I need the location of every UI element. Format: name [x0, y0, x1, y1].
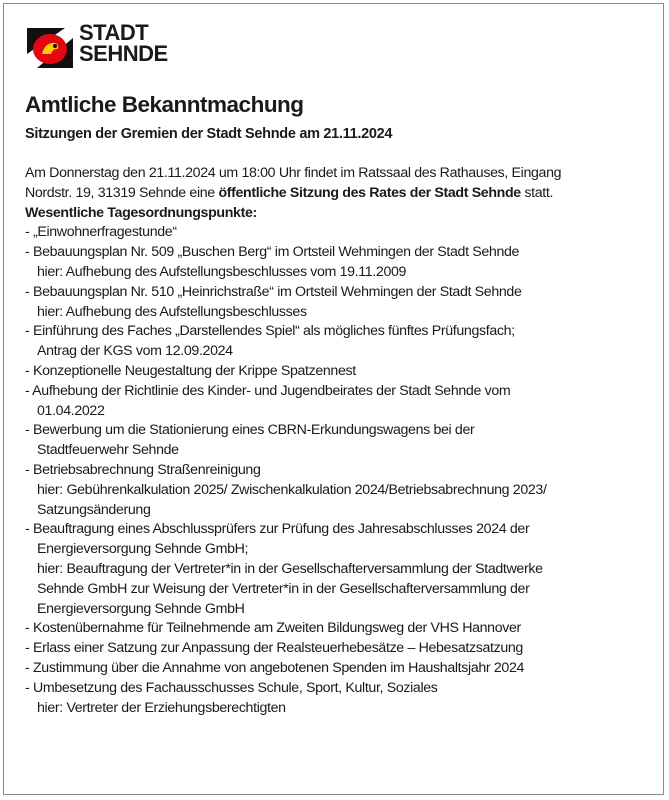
city-logo — [25, 20, 190, 74]
agenda-item-continuation: Antrag der KGS vom 12.09.2024 — [37, 343, 233, 360]
agenda-item-text: - Betriebsabrechnung Straßenreinigung — [25, 461, 261, 478]
intro-text-bold: öffentliche Sitzung des Rates der Stadt Sehnde — [218, 184, 521, 201]
page-title: Amtliche Bekanntmachung — [25, 92, 304, 117]
agenda-item-text: - Bebauungsplan Nr. 509 „Buschen Berg“ im Ortsteil Wehmingen der Stadt Sehnde — [25, 244, 520, 261]
agenda-item — [25, 619, 655, 639]
intro-line-2 — [25, 184, 655, 204]
announcement-body — [25, 164, 655, 718]
agenda-item — [25, 382, 655, 422]
agenda-item — [25, 679, 655, 719]
agenda-item — [25, 362, 655, 382]
agenda-item-text: - Umbesetzung des Fachausschusses Schule, Sport, Kultur, Soziales — [25, 679, 438, 696]
agenda-heading: Wesentliche Tagesordnungspunkte: — [25, 204, 257, 221]
agenda-item-text: - „Einwohnerfragestunde“ — [25, 224, 177, 241]
agenda-item — [25, 322, 655, 362]
agenda-item-continuation: Stadtfeuerwehr Sehnde — [37, 442, 179, 459]
page-subtitle: Sitzungen der Gremien der Stadt Sehnde am 21.11.2024 — [25, 126, 393, 142]
agenda-item-continuation: Satzungsänderung — [37, 501, 151, 518]
agenda-list — [25, 223, 655, 718]
agenda-item-text: - Beauftragung eines Abschlussprüfers zur Prüfung des Jahresabschlusses 2024 der — [25, 521, 530, 538]
agenda-item-text: - Bewerbung um die Stationierung eines CBRN-Erkundungswagens bei der — [25, 422, 475, 439]
agenda-item — [25, 461, 655, 520]
agenda-item-text: - Konzeptionelle Neugestaltung der Krippe Spatzennest — [25, 362, 356, 379]
agenda-item-continuation: 01.04.2022 — [37, 402, 105, 419]
agenda-item-continuation: hier: Beauftragung der Vertreter*in in der Gesellschafterversammlung der Stadtwerke — [37, 560, 543, 577]
agenda-item — [25, 639, 655, 659]
logo-wordmark — [79, 22, 168, 64]
agenda-item-continuation: hier: Vertreter der Erziehungsberechtigten — [37, 699, 286, 716]
agenda-item — [25, 659, 655, 679]
agenda-item-text: - Bebauungsplan Nr. 510 „Heinrichstraße“ im Ortsteil Wehmingen der Stadt Sehnde — [25, 283, 522, 300]
agenda-item-text: - Einführung des Faches „Darstellendes Spiel“ als mögliches fünftes Prüfungsfach; — [25, 323, 515, 340]
agenda-item — [25, 223, 655, 243]
agenda-item-text: - Kostenübernahme für Teilnehmende am Zweiten Bildungsweg der VHS Hannover — [25, 620, 521, 637]
logo-line-2: SEHNDE — [79, 41, 168, 66]
announcement-frame — [3, 3, 664, 795]
intro-line-1: Am Donnerstag den 21.11.2024 um 18:00 Uhr findet im Ratssaal des Rathauses, Eingang — [25, 165, 562, 181]
agenda-item-continuation: Energieversorgung Sehnde GmbH; — [37, 541, 249, 558]
agenda-item-continuation: Energieversorgung Sehnde GmbH — [37, 600, 245, 617]
intro-text-post: statt. — [520, 184, 554, 201]
agenda-item — [25, 243, 655, 283]
agenda-item-continuation: hier: Gebührenkalkulation 2025/ Zwischenkalkulation 2024/Betriebsabrechnung 2023/ — [37, 481, 547, 498]
agenda-item-text: - Zustimmung über die Annahme von angebotenen Spenden im Haushaltsjahr 2024 — [25, 659, 525, 676]
agenda-item — [25, 421, 655, 461]
agenda-item — [25, 520, 655, 619]
agenda-item-continuation: hier: Aufhebung des Aufstellungsbeschlusses vom 19.11.2009 — [37, 263, 407, 280]
agenda-item-continuation: Sehnde GmbH zur Weisung der Vertreter*in in der Gesellschafterversammlung der — [37, 580, 530, 597]
agenda-item-continuation: hier: Aufhebung des Aufstellungsbeschlusses — [37, 303, 307, 320]
city-emblem-icon — [25, 24, 75, 70]
intro-text-pre: Nordstr. 19, 31319 Sehnde eine — [25, 184, 219, 201]
agenda-item-text: - Erlass einer Satzung zur Anpassung der Realsteuerhebesätze – Hebesatzsatzung — [25, 640, 523, 657]
agenda-item-text: - Aufhebung der Richtlinie des Kinder- und Jugendbeirates der Stadt Sehnde vom — [25, 382, 511, 399]
agenda-item — [25, 283, 655, 323]
logo-line-1: STADT — [79, 20, 149, 45]
